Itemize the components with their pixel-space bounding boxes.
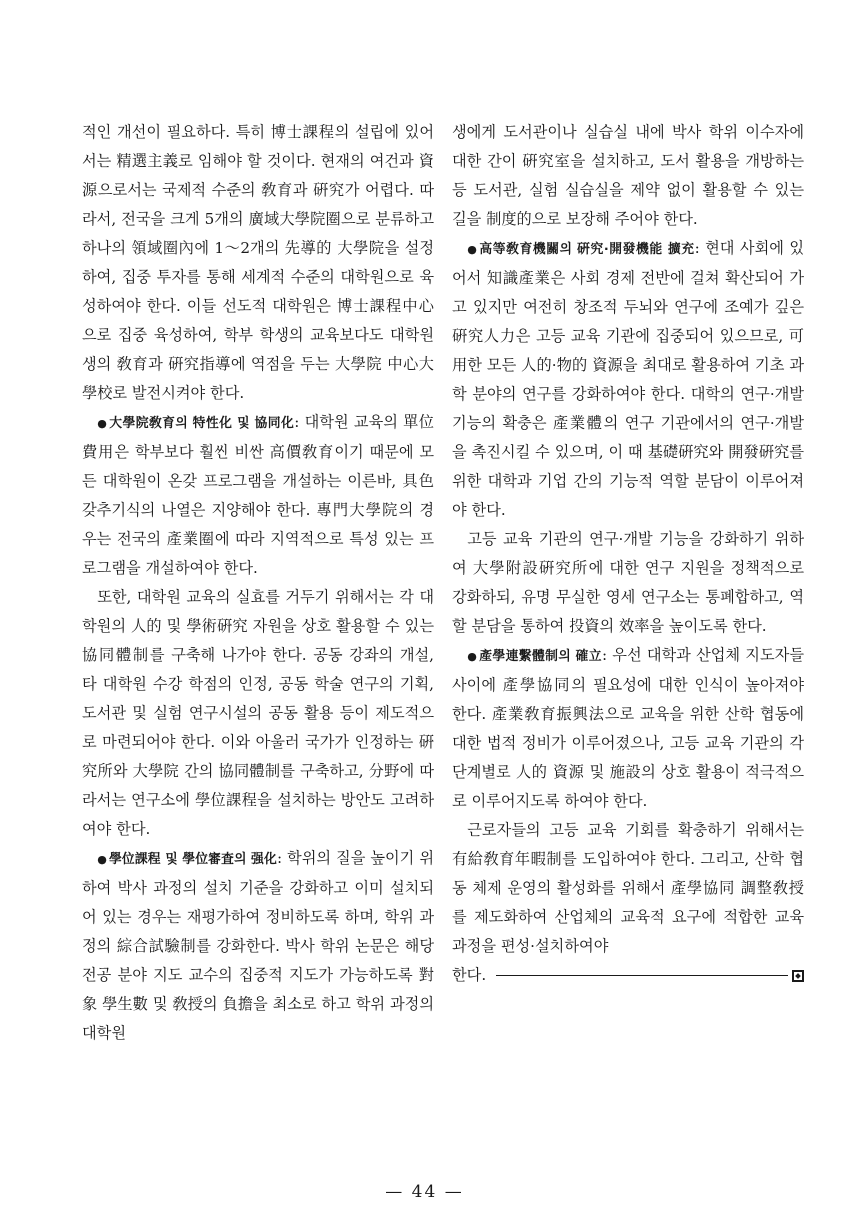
paragraph (452, 234, 804, 525)
paragraph (82, 844, 434, 1048)
bullet-icon: ● (467, 243, 478, 256)
right-column (452, 118, 804, 990)
section-heading: 學位課程 및 學位審査의 强化 (108, 852, 277, 867)
section-heading: 產學連繫體制의 確立 (479, 649, 602, 664)
paragraph-text: : 대학원 교육의 單位費用은 학부보다 훨씬 비싼 高價敎育이기 때문에 모든 대학원이 온갖 프로그램을 개설하는 이른바, 具色갖추기식의 나열은 지양해야 한다. 專門大學院의 경우는 전국의 產業圈에 따라 지역적으로 특성 있는 프로그램을 개설하여야 한다. (82, 413, 434, 577)
paragraph: 고등 교육 기관의 연구·개발 기능을 강화하기 위하여 大學附設硏究所에 대한 연구 지원을 정책적으로 강화하되, 유명 무실한 영세 연구소는 통폐합하고, 역할 분담을 통하여 投資의 效率을 높이도록 한다. (452, 530, 804, 635)
section-heading: 大學院敎育의 特性化 및 協同化 (109, 416, 295, 431)
end-rule-divider (496, 975, 788, 976)
paragraph-text: : 현대 사회에 있어서 知識產業은 사회 경제 전반에 걸쳐 확산되어 가고 있지만 여전히 창조적 두뇌와 연구에 조예가 깊은 硏究人力은 고등 교육 기관에 집중되어 있으므로, 可用한 모든 人的·物的 資源을 최대로 활용하여 기초 과학 분야의 연구를 강화하여야 한다. 대학의 연구·개발 기능의 확충은 產業體의 연구 기관에서의 연구·개발을 촉진시킬 수 있으며, 이 때 基礎硏究와 開發硏究를 위한 대학과 기업 간의 기능적 역할 분담이 이루어져야 한다. (452, 239, 804, 519)
paragraph-text: 한다. (452, 966, 487, 984)
bullet-icon: ● (97, 853, 107, 866)
paragraph: 적인 개선이 필요하다. 특히 博士課程의 설립에 있어서는 精選主義로 임해야 할 것이다. 현재의 여건과 資源으로서는 국제적 수준의 敎育과 硏究가 어렵다. 따라서, 전국을 크게 5개의 廣域大學院圈으로 분류하고 하나의 領域圈內에 1～2개의 先導的 大學院을 설정하여, 집중 투자를 통해 세계적 수준의 대학원으로 육성하여야 한다. 이들 선도적 대학원은 博士課程中心으로 집중 육성하여, 학부 학생의 교육보다도 대학원생의 敎育과 硏究指導에 역점을 두는 大學院 中心大學校로 발전시켜야 한다. (82, 123, 434, 402)
section-heading: 高等敎育機關의 硏究·開發機能 擴充 (479, 242, 695, 257)
paragraph: 또한, 대학원 교육의 실효를 거두기 위해서는 각 대학원의 人的 및 學術硏究 자원을 상호 활용할 수 있는 協同體制를 구축해 나가야 한다. 공동 강좌의 개설, 타 대학원 수강 학점의 인정, 공동 학술 연구의 기획, 도서관 및 실험 연구시설의 공동 활용 등이 제도적으로 마련되어야 한다. 이와 아울러 국가가 인정하는 硏究所와 大學院 간의 協同體制를 구축하고, 分野에 따라서는 연구소에 學位課程을 설치하는 방안도 고려하여야 한다. (82, 588, 435, 838)
paragraph (452, 641, 804, 816)
paragraph-text: : 우선 대학과 산업체 지도자들 사이에 產學協同의 필요성에 대한 인식이 높아져야 한다. 產業敎育振興法으로 교육을 위한 산학 협동에 대한 법적 정비가 이루어졌으나, 고등 교육 기관의 각 단계별로 人的 資源 및 施設의 상호 활용이 적극적으로 이루어지도록 하여야 한다. (452, 646, 804, 810)
left-column (82, 118, 434, 1048)
bullet-icon: ● (467, 650, 478, 663)
end-of-section-row (452, 961, 804, 990)
paragraph-text: : 학위의 질을 높이기 위하여 박사 과정의 설치 기준을 강화하고 이미 설치되어 있는 경우는 재평가하여 정비하도록 하며, 학위 과정의 綜合試驗制를 강화한다. 박사 학위 논문은 해당 전공 분야 지도 교수의 집중적 지도가 가능하도록 對象 學生數 및 敎授의 負擔을 최소로 하고 학위 과정의 대학원 (82, 849, 434, 1042)
page-number: — 44 — (385, 1182, 464, 1202)
paragraph: 생에게 도서관이나 실습실 내에 박사 학위 이수자에 대한 간이 硏究室을 설치하고, 도서 활용을 개방하는 등 도서관, 실험 실습실을 제약 없이 활용할 수 있는 길을 制度的으로 보장해 주어야 한다. (452, 123, 804, 228)
bullet-icon: ● (97, 417, 108, 430)
paragraph: 근로자들의 고등 교육 기회를 확충하기 위해서는 有給敎育年暇制를 도입하여야 한다. 그리고, 산학 협동 체제 운영의 활성화를 위해서 產學協同 調整敎授를 제도화하여 산업체의 교육적 요구에 적합한 교육 과정을 편성·설치하여야 (452, 821, 804, 955)
paragraph (82, 408, 434, 583)
end-mark-icon (792, 970, 804, 982)
